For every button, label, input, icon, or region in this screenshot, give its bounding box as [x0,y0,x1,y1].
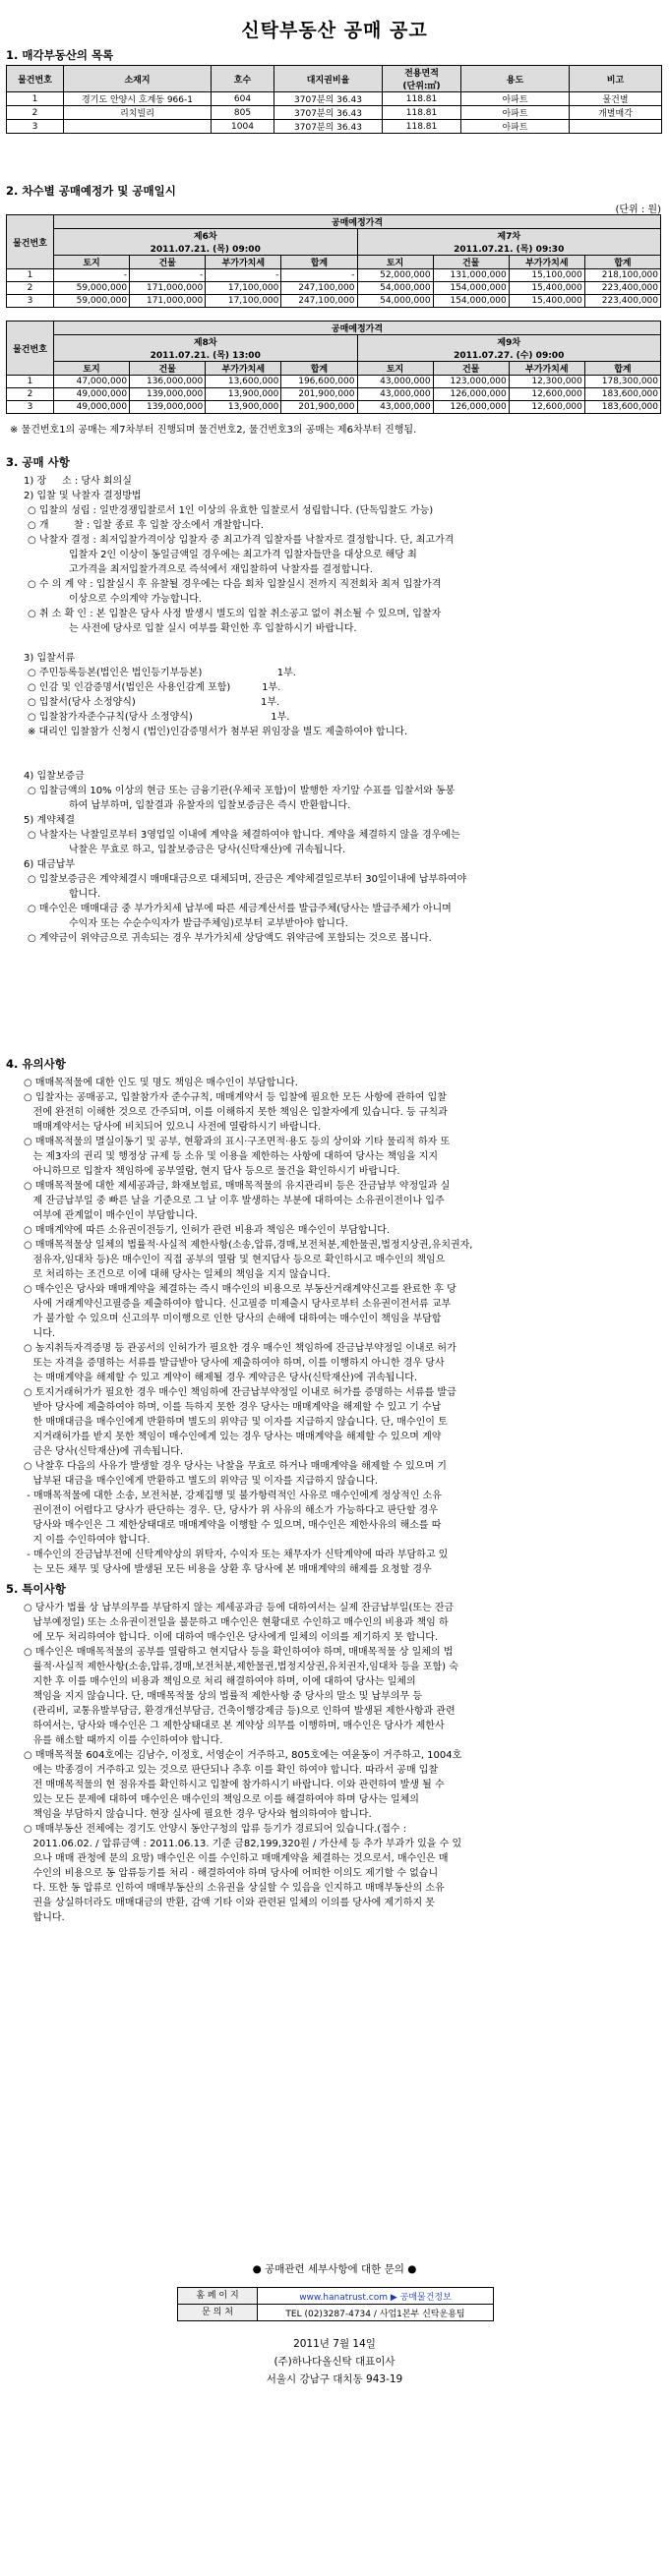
column-header: 용도 [461,66,570,92]
special-line: 합니다. [24,1912,65,1923]
section5-heading: 5. 특이사항 [6,1582,66,1596]
contact-value: TEL (02)3287-4734 / 사업1본부 신탁운용팀 [285,2309,465,2319]
term-line: ○ 입찰보증금은 계약체결시 매매대금으로 대체되며, 잔금은 계약체결일로부터 30일이내에 납부하여야 [28,874,467,885]
special-line: 에는 박종경이 거주하고 있는 것으로 판단되나 추후 이를 확인 하여야 합니다. 따라서 공매 입찰 [24,1765,439,1776]
inquiry-lead: ● 공매관련 세부사항에 대한 문의 ● [252,2263,417,2275]
price-cell: - [281,269,357,282]
term-line: 1) 장 소 : 당사 회의실 [24,476,132,487]
table-cell: 604 [212,92,274,106]
price-cell: 139,000,000 [130,401,206,414]
precaution-line: 점유자,임대차 등)은 매수인이 직접 공부의 열람 및 현지답사 등으로 확인하시고 매수인의 책임으 [24,1255,446,1265]
special-line: 있는 모든 문제에 대하여 매수인은 매수인의 책임으로 이를 해결하여야 하며 당사는 일체의 [24,1794,419,1805]
precaution-line: - 매수인의 잔금납부전에 신탁계약상의 위탁자, 수익자 또는 채무자가 신탁계약에 따라 부담하고 있 [24,1550,449,1560]
price-cell: 12,600,000 [509,401,584,414]
column-header: 토지 [54,362,130,376]
precaution-line: ○ 매매목적물상 일체의 법률적·사실적 제한사항(소송,압류,경매,보전처분,제한물권,법정지상권,유치권자, [24,1240,473,1251]
special-line: ○ 당사가 법률 상 납부의무를 부담하지 않는 제세공과금 등에 대하여서는 실제 잔금납부일(또는 잔금 [24,1603,455,1613]
table-cell [64,120,212,134]
homepage-key: 홈 페 이 지 [178,2288,258,2304]
precaution-line: 전에 완전히 이해한 것으로 간주되며, 이를 이해하지 못한 책임은 입찰자에게 있습니다. 등 규칙과 [24,1107,448,1118]
column-header: 부가가치세 [206,362,281,376]
price-cell: 17,100,000 [206,295,281,308]
term-line: ○ 주민등록등본(법인은 법인등기부등본) 1부. [28,668,296,678]
row-number: 1 [7,269,54,282]
price-cell: 171,000,000 [130,282,206,295]
term-line: 4) 입찰보증금 [24,771,85,782]
price-cell: 54,000,000 [357,295,433,308]
term-line: 입찰자 2인 이상이 동일금액일 경우에는 최고가격 입찰자들만을 대상으로 해당 최 [69,550,417,560]
price-cell: 201,900,000 [281,388,357,401]
price-cell: 154,000,000 [433,295,509,308]
price-cell: - [54,269,130,282]
special-line: 률적·사실적 제한사항(소송,압류,경매,보전처분,제한물권,법정지상권,유치권자,임대차 등을 포함) 숙 [24,1662,458,1672]
special-line: 책임을 부담하지 않습니다. 현장 실사에 필요한 경우 당사와 협의하여야 합니다. [24,1809,372,1820]
term-line: 는 사전에 당사로 입찰 실시 여부를 확인한 후 입찰하시기 바랍니다. [69,623,357,634]
special-line: (관리비, 교통유발부담금, 환경개선부담금, 건축이행강제금 등)으로 인하여 발생된 제한사항과 관련 [24,1706,456,1717]
term-line: 3) 입찰서류 [24,653,76,664]
price-cell: 223,400,000 [584,295,660,308]
precaution-line: ○ 매매목적물의 멸실이동기 및 공부, 현황과의 표시·구조면적·용도 등의 상이와 기타 물리적 하자 또 [24,1137,451,1147]
column-header: 건물 [433,362,509,376]
round-9-date: 2011.07.27. (수) 09:00 [454,351,565,361]
special-line: 납부예정일) 또는 소유권이전일을 불문하고 매수인은 현황대로 수인하고 매수인의 비용과 책임 하 [24,1617,449,1628]
term-line [10,739,659,754]
precaution-line: 제 잔금납부일 중 빠른 날을 기준으로 그 날 이후 발생하는 부분에 대하여는 소유권이전이나 입주 [24,1196,445,1206]
table-cell: 1 [7,92,64,106]
term-line: ○ 입찰서(당사 소정양식) 1부. [28,697,280,708]
special-line: 수인의 비용으로 동 압류등기를 처리 · 해결하여야 하며 당사에 어떠한 이의도 제기할 수 없습니 [24,1868,439,1879]
row-number: 3 [7,401,54,414]
special-line: 하여서는, 당사와 매수인은 그 제한상태대로 본 계약상 의무를 이행하며, 매수인은 당사가 제한사 [24,1721,445,1731]
term-line: 낙찰은 무효로 하고, 입찰보증금은 당사(신탁재산)에 귀속됩니다. [69,845,346,855]
term-line: ○ 입찰금액의 10% 이상의 현금 또는 금융기관(우체국 포함)이 발행한 자기앞 수표를 입찰서와 동봉 [28,786,456,796]
section2-heading: 2. 차수별 공매예정가 및 공매일시 [6,184,176,198]
price-cell: - [130,269,206,282]
special-line: ○ 매수인은 매매목적물의 공부를 열람하고 현지답사 등을 확인하여야 하며, 매매목적물 상 일체의 법 [24,1647,454,1658]
precaution-line: 또는 자격을 증명하는 서류를 발급받아 당사에 제출하여야 하며, 이를 이행하지 아니한 경우 당사 [24,1358,445,1369]
round-9: 제9차 [497,338,521,348]
precaution-line: 아니하므로 입찰자 책임하에 공부열람, 현지 답사 등으로 물건을 확인하시기 바랍니다. [24,1166,400,1177]
price-table-round8-9 [6,321,661,414]
contact-box [177,2287,494,2321]
table-cell: 3707분의 36.43 [274,106,383,120]
column-header: 토지 [357,256,433,269]
table-cell: 아파트 [461,106,570,120]
table-cell: 2 [7,106,64,120]
section4-heading: 4. 유의사항 [6,1057,66,1071]
column-header: 합계 [584,362,660,376]
price-cell: 59,000,000 [54,282,130,295]
precaution-line: 로 처리하는 조건으로 이에 대해 당사는 일체의 책임을 지지 않습니다. [24,1269,331,1280]
term-line [10,754,659,769]
price-cell: - [206,269,281,282]
precaution-line: 가 불가할 수 있으며 신고의무 미이행으로 인한 당사의 손해에 대하여는 매수인이 책임을 부담합 [24,1314,442,1324]
precaution-line: ○ 매매목적물에 대한 인도 및 명도 책임은 매수인이 부담합니다. [24,1078,298,1088]
price-cell: 247,100,000 [281,295,357,308]
price-cell: 43,000,000 [357,376,433,388]
section3-heading: 3. 공매 사항 [6,455,70,469]
column-header: 소재지 [64,66,212,92]
precaution-line: 니다. [24,1328,56,1339]
table-row [7,295,661,308]
special-line: 전 매매목적물의 현 점유자를 확인하시고 입찰에 참가하시기 바랍니다. 이와 관련하여 발생 될 수 [24,1780,445,1790]
precaution-line: ○ 입찰자는 공매공고, 입찰참가자 준수규칙, 매매계약서 등 입찰에 필요한 모든 사항에 관하여 입찰 [24,1092,447,1103]
precaution-line: - 매매목적물에 대한 소송, 보전처분, 강제집행 및 불가항력적인 사유로 매수인에게 정상적인 소유 [24,1491,442,1501]
precaution-line: ○ 매매계약에 따른 소유권이전등기, 인허가 관련 비용과 책임은 매수인이 부담합니다. [24,1225,391,1236]
column-header: 부가가치세 [509,362,584,376]
special-line: ○ 매매부동산 전체에는 경기도 안양시 동안구청의 압류 등기가 경료되어 있습니다.(접수 : [24,1824,407,1835]
column-header: 토지 [54,256,130,269]
table-row [7,388,661,401]
special-line: 유를 해소할 때까지 이를 수인하여야 합니다. [24,1735,223,1746]
precaution-line: 권이전이 어렵다고 당사가 판단하는 경우. 단, 당사가 위 사유의 해소가 가능하다고 판단할 경우 [24,1505,439,1516]
unit-label: (단위 : 원) [615,205,661,215]
row-number: 3 [7,295,54,308]
precautions [10,1076,659,1577]
column-header: 합계 [281,256,357,269]
page-title: 신탁부동산 공매 공고 [241,20,428,41]
table-cell: 아파트 [461,92,570,106]
price-cell: 196,600,000 [281,376,357,388]
price-cell: 43,000,000 [357,388,433,401]
round-7-date: 2011.07.21. (목) 09:30 [454,245,565,255]
table-row [7,269,661,282]
term-line: ○ 계약금이 위약금으로 귀속되는 경우 부가가치세 상당액도 위약금에 포함되는 것으로 봅니다. [28,933,432,944]
price-cell: 171,000,000 [130,295,206,308]
table-cell [570,120,662,134]
precaution-line: 지 이를 수인하여야 합니다. [24,1535,151,1546]
term-line: ○ 개 찰 : 입찰 종료 후 입찰 장소에서 개찰합니다. [28,520,265,531]
special-line: 2011.06.02. / 압류금액 : 2011.06.13. 기준 금82,199,320원 / 가산세 등 추가 부과가 있을 수 있 [24,1839,462,1849]
round-label [357,229,661,256]
price-cell: 13,900,000 [206,401,281,414]
table-row [7,120,662,134]
round-6-date: 2011.07.21. (목) 09:00 [150,245,261,255]
term-line: ○ 낙찰자 결정 : 최저입찰가격이상 입찰자 중 최고가격 입찰자를 낙찰자로 결정합니다. 단, 최고가격 [28,535,455,546]
span-label: 공매예정가격 [54,322,661,335]
round-6: 제6차 [193,232,217,242]
precaution-line: ○ 낙찰후 다음의 사유가 발생할 경우 당사는 낙찰을 무효로 하거나 매매계약을 해제할 수 있으며 기 [24,1461,447,1472]
term-line: 수익자 또는 수순수익자가 발급주체임)로부터 교부받아야 합니다. [69,918,348,929]
price-cell: 183,600,000 [584,401,660,414]
column-header: 건물 [130,362,206,376]
price-cell: 13,600,000 [206,376,281,388]
column-header: 건물 [130,256,206,269]
term-line: ○ 매수인은 매매대금 중 부가가치세 납부에 따른 세금계산서를 발급주체(당사는 발급주체가 아니며 [28,904,452,914]
precaution-line: ○ 토지거래허가가 필요한 경우 매수인 책임하에 잔금납부약정일 이내로 허가를 증명하는 서류를 발급 [24,1387,456,1398]
table-row [7,92,662,106]
term-line: 고가격을 최저입찰가격으로 즉석에서 재입찰하여 낙찰자를 결정합니다. [69,564,373,575]
table-cell: 118.81 [383,106,461,120]
term-line: 6) 대금납부 [24,859,76,870]
table-cell: 개별매각 [570,106,662,120]
table-cell: 3707분의 36.43 [274,120,383,134]
special-line: ○ 매매목적물 604호에는 김남수, 이정호, 서영순이 거주하고, 805호에는 여윤동이 거주하고, 1004호 [24,1750,462,1761]
row-number: 1 [7,376,54,388]
round-label [357,335,661,362]
price-cell: 13,900,000 [206,388,281,401]
precaution-line: 한 매매대금을 매수인에게 반환하며 별도의 위약금 및 이자를 지급하지 않습니다. 단, 매수인이 토 [24,1417,448,1428]
precaution-line: 사에 거래계약신고필증을 제출하여야 합니다. 신고필증 미제출시 당사로부터 소유권이전서류 교부 [24,1299,452,1310]
homepage-row [178,2288,493,2304]
special-line: 권을 상실하더라도 매매대금의 반환, 감액 기타 이와 관련된 일체의 이의를 당사에 제기하지 못 [24,1898,435,1908]
contact-key: 문 의 처 [178,2305,258,2320]
price-cell: 52,000,000 [357,269,433,282]
precaution-line: ○ 매수인은 당사와 매매계약을 체결하는 즉시 매수인의 비용으로 부동산거래계약신고를 완료한 후 당 [24,1284,456,1295]
price-cell: 49,000,000 [54,401,130,414]
precaution-line: 금은 당사(신탁재산)에 귀속됩니다. [24,1446,184,1457]
round-8-date: 2011.07.21. (목) 13:00 [150,351,261,361]
table-cell: 118.81 [383,120,461,134]
price-cell: 15,400,000 [509,295,584,308]
price-cell: 47,000,000 [54,376,130,388]
table-row [7,282,661,295]
price-cell: 131,000,000 [433,269,509,282]
price-cell: 218,100,000 [584,269,660,282]
price-table-round6-7 [6,214,661,308]
precaution-line: 는 제3자의 권리 및 행정상 규제 등 소유 및 이용을 제한하는 사항에 대하여 당사는 책임을 지지 [24,1151,438,1162]
company-name: (주)하나다올신탁 대표이사 [274,2356,395,2368]
auction-terms [10,474,659,946]
column-header: 비고 [570,66,662,92]
rowhead: 물건번호 [7,215,54,269]
table-row [7,376,661,388]
special-line: 다. 또한 동 압류로 인하여 매매부동산의 소유권을 상실할 수 있음을 인지하고 매매부동산의 소유 [24,1883,445,1894]
term-line: ○ 입찰참가자준수규칙(당사 소정양식) 1부. [28,712,290,723]
price-cell: 17,100,000 [206,282,281,295]
table-cell: 리치빌리 [64,106,212,120]
table-cell: 경기도 안양시 호계동 966-1 [64,92,212,106]
term-line: ○ 인감 및 인감증명서(법인은 사용인감계 포함) 1부. [28,682,281,693]
price-cell: 49,000,000 [54,388,130,401]
special-line: 책임을 지지 않습니다. 단, 매매목적물 상의 법률적 제한사항 중 당사의 말소 및 납부의무 등 [24,1691,422,1702]
table-cell: 3 [7,120,64,134]
term-line: 5) 계약체결 [24,815,76,826]
term-line: ※ 대리인 입찰참가 신청시 (법인)인감증명서가 첨부된 위임장을 별도 제출하여야 합니다. [28,727,408,737]
special-line: 으나 매매 관청에 문의 요망) 매수인은 이를 수인하고 매매계약을 체결하는 것으로서, 매수인은 매 [24,1853,449,1864]
row-number: 2 [7,388,54,401]
price-cell: 183,600,000 [584,388,660,401]
row-number: 2 [7,282,54,295]
price-cell: 178,300,000 [584,376,660,388]
term-line: ○ 입찰의 성립 : 일반경쟁입찰로서 1인 이상의 유효한 입찰로서 성립합니다. (단독입찰도 가능) [28,505,434,516]
special-line: 지한 후 이를 매수인의 비용과 책임으로 처리 해결하여야 하며, 이에 대하여 당사는 일체의 [24,1676,416,1687]
price-cell: 154,000,000 [433,282,509,295]
round-8: 제8차 [193,338,217,348]
price-cell: 126,000,000 [433,388,509,401]
precaution-line: 는 모든 채무 및 당사에 발생된 모든 비용을 상환 후 당사에 본 매매계약의 해제를 요청할 경우 [24,1564,432,1575]
precaution-line: 지거래허가를 받지 못한 책임이 매수인에게 있는 경우 당사는 매매계약을 해제할 수 있으며 계약 [24,1432,442,1442]
price-cell: 223,400,000 [584,282,660,295]
price-cell: 126,000,000 [433,401,509,414]
price-cell: 139,000,000 [130,388,206,401]
precaution-line: 는 매매계약을 해제할 수 있고 계약이 해제될 경우 계약금은 당사(신탁재산)에 귀속됩니다. [24,1373,418,1383]
column-header: 건물 [433,256,509,269]
column-header: 부가가치세 [509,256,584,269]
term-line: 이상으로 수의계약 가능합니다. [69,594,203,605]
table-cell: 3707분의 36.43 [274,92,383,106]
price-cell: 136,000,000 [130,376,206,388]
term-line: 2) 입찰 및 낙찰자 결정방법 [24,491,142,501]
term-line: 하여 납부하며, 입찰결과 유찰자의 입찰보증금은 즉시 반환합니다. [69,800,351,811]
price-cell: 201,900,000 [281,401,357,414]
precaution-line: 납부된 대금을 매수인에게 반환하고 별도의 위약금 및 이자를 지급하지 않습니다. [24,1476,379,1487]
price-cell: 15,100,000 [509,269,584,282]
homepage-link[interactable]: www.hanatrust.com ▶ 공매물건정보 [299,2292,452,2303]
notice-date: 2011년 7월 14일 [293,2338,376,2350]
term-line: ○ 낙찰자는 낙찰일로부터 3영업일 이내에 계약을 체결하여야 합니다. 계약을 체결하지 않을 경우에는 [28,830,460,841]
price-cell: 12,300,000 [509,376,584,388]
special-line: 에 모두 처리하여야 합니다. 이에 대하여 매수인은 당사에게 일체의 이의를 제기하지 못 합니다. [24,1632,439,1643]
contact-row [178,2304,493,2320]
table-row [7,106,662,120]
rowhead: 물건번호 [7,322,54,376]
precaution-line: ○ 매매목적물에 대한 제세공과금, 화재보험료, 매매목적물의 유지관리비 등은 잔금납부 약정일과 실 [24,1181,451,1192]
price-cell: 15,400,000 [509,282,584,295]
price-cell: 123,000,000 [433,376,509,388]
table-cell: 물건별 [570,92,662,106]
column-header: 물건번호 [7,66,64,92]
table-cell: 118.81 [383,92,461,106]
column-header: 부가가치세 [206,256,281,269]
price-cell: 247,100,000 [281,282,357,295]
column-header: 합계 [281,362,357,376]
column-header: 토지 [357,362,433,376]
round-7: 제7차 [497,232,521,242]
precaution-line: ○ 농지취득자격증명 등 관공서의 인허가가 필요한 경우 매수인 책임하에 잔금납부약정일 이내로 허가 [24,1343,456,1354]
precaution-line: 여부에 관계없이 매수인이 부담합니다. [24,1210,198,1221]
table-cell: 아파트 [461,120,570,134]
term-line: ○ 취 소 확 인 : 본 입찰은 당사 사정 발생시 별도의 입찰 취소공고 없이 취소될 수 있으며, 입찰자 [28,609,442,619]
span-label: 공매예정가격 [54,215,661,229]
property-list-table [6,65,662,134]
precaution-line: 받아 당사에 제출하여야 하며, 이를 득하지 못한 경우 당사는 매매계약을 해제할 수 있고 기 수납 [24,1402,442,1413]
price-cell: 43,000,000 [357,401,433,414]
column-header: 대지권비율 [274,66,383,92]
round-label [54,229,358,256]
term-line: 합니다. [69,889,101,900]
section1-heading: 1. 매각부동산의 목록 [6,48,114,62]
column-header: 전용면적 (단위:㎡) [383,66,461,92]
table-row [7,401,661,414]
special-notes [10,1601,659,1925]
price-cell: 59,000,000 [54,295,130,308]
schedule-note: ※ 물건번호1의 공매는 제7차부터 진행되며 물건번호2, 물건번호3의 공매는 제6차부터 진행됨. [10,425,417,436]
precaution-line: 매매계약서는 당사에 비치되어 있으니 사전에 열람하시기 바랍니다. [24,1122,322,1133]
term-line: ○ 수 의 계 약 : 입찰실시 후 유찰될 경우에는 다음 회차 입찰실시 전까지 직전회차 최저 입찰가격 [28,579,442,590]
table-cell: 805 [212,106,274,120]
company-address: 서울시 강남구 대치동 943-19 [266,2373,403,2385]
column-header: 호수 [212,66,274,92]
table-cell: 1004 [212,120,274,134]
price-cell: 12,600,000 [509,388,584,401]
column-header: 합계 [584,256,660,269]
price-cell: 54,000,000 [357,282,433,295]
precaution-line: 당사와 매수인은 그 제한상태대로 매매계약을 이행할 수 있으며, 매수인은 제한사유의 해소를 따 [24,1520,442,1531]
round-label [54,335,358,362]
term-line [10,636,659,651]
